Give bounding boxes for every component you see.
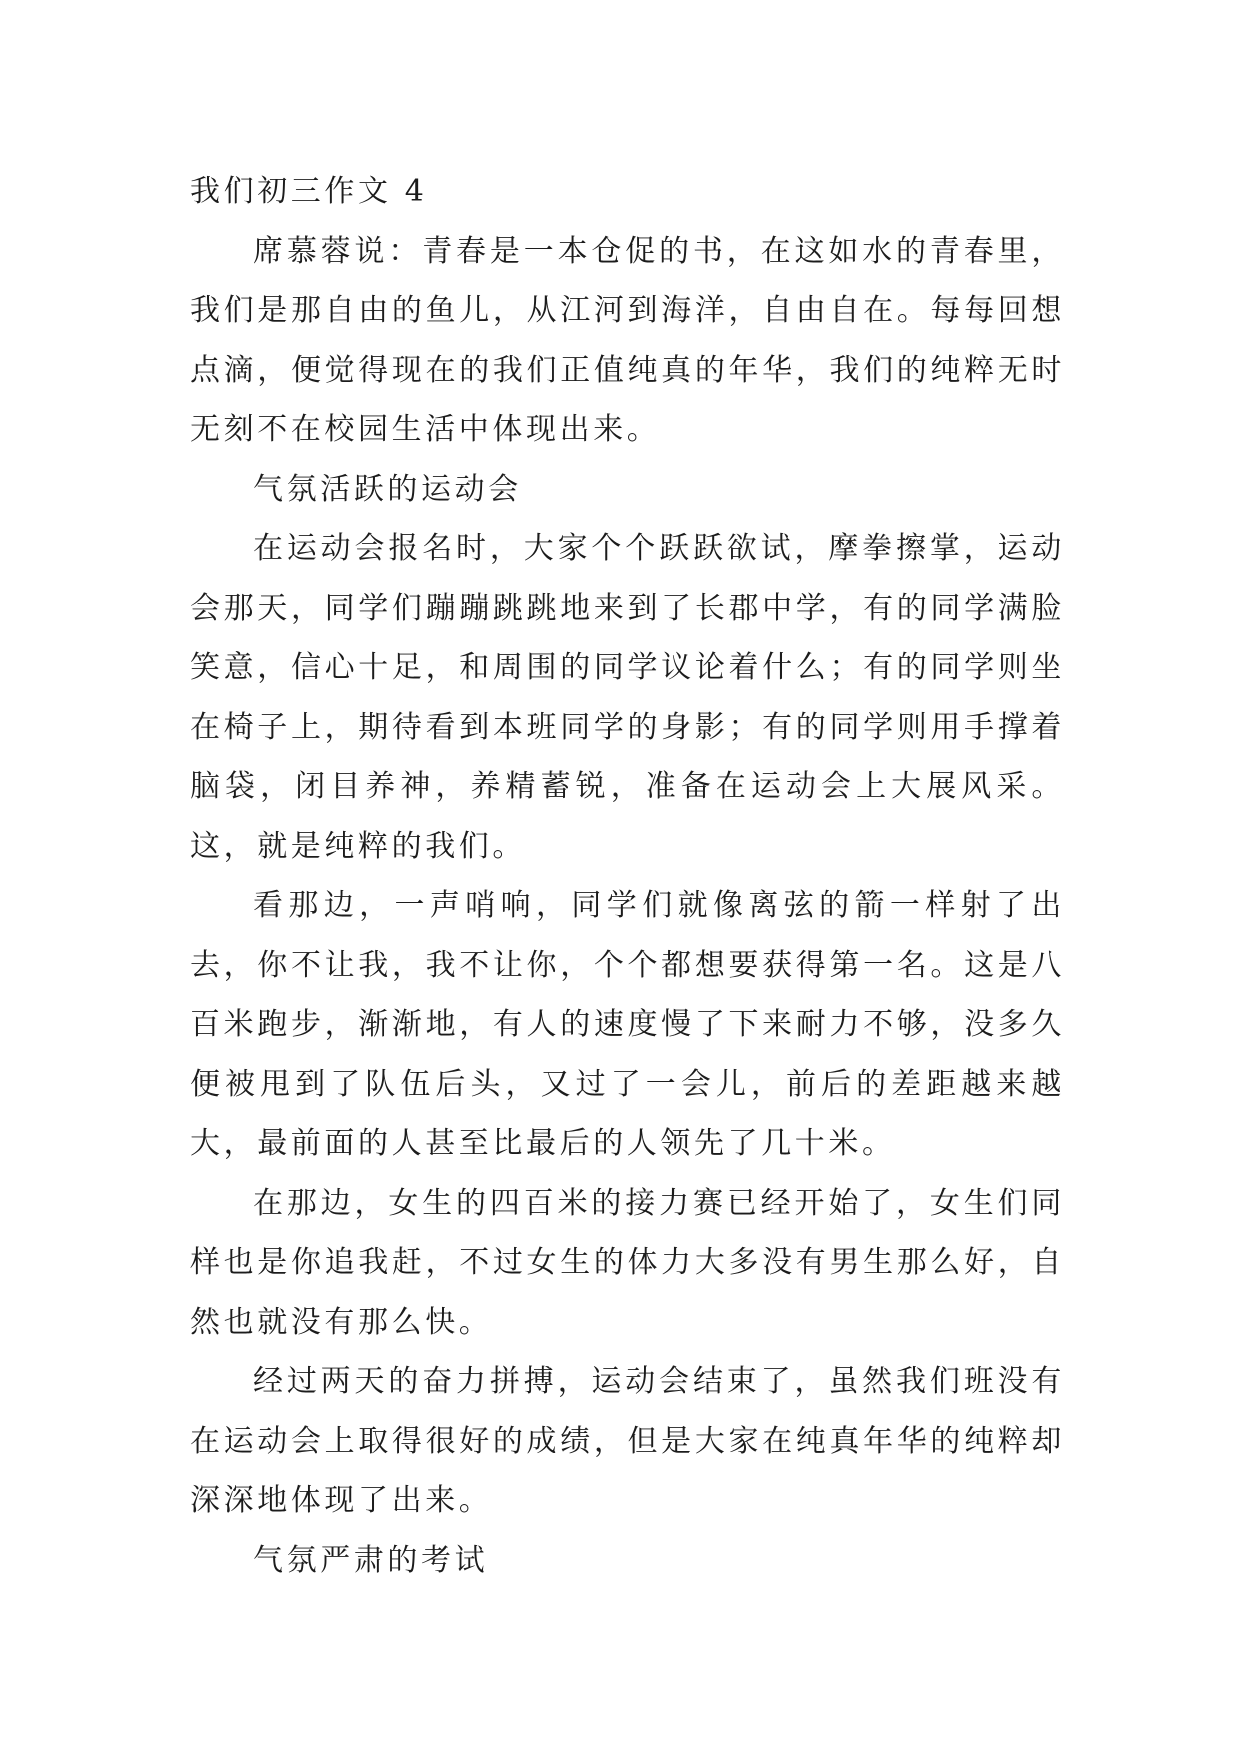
paragraph-relay-race: 在那边，女生的四百米的接力赛已经开始了，女生们同样也是你追我赶，不过女生的体力大多没有男生那么好，自然也就没有那么快。 <box>190 1185 1065 1340</box>
section-heading-exam: 气氛严肃的考试 <box>253 1542 489 1578</box>
paragraph-intro: 席慕蓉说：青春是一本仓促的书，在这如水的青春里，我们是那自由的鱼儿，从江河到海洋，自由自在。每每回想点滴，便觉得现在的我们正值纯真的年华，我们的纯粹无时无刻不在校园生活中体现出来。 <box>190 233 1065 447</box>
document-title: 我们初三作文 4 <box>190 174 428 209</box>
document-body <box>190 162 1065 1590</box>
section-heading-sports-meet: 气氛活跃的运动会 <box>253 471 522 507</box>
paragraph-sports-registration: 在运动会报名时，大家个个跃跃欲试，摩拳擦掌，运动会那天，同学们蹦蹦跳跳地来到了长郡中学，有的同学满脸笑意，信心十足，和周围的同学议论着什么；有的同学则坐在椅子上，期待看到本班同学的身影；有的同学则用手撑着脑袋，闭目养神，养精蓄锐，准备在运动会上大展风采。这，就是纯粹的我们。 <box>190 531 1065 864</box>
paragraph-sports-conclusion: 经过两天的奋力拼搏，运动会结束了，虽然我们班没有在运动会上取得很好的成绩，但是大家在纯真年华的纯粹却深深地体现了出来。 <box>190 1364 1065 1518</box>
paragraph-800m-race: 看那边，一声哨响，同学们就像离弦的箭一样射了出去，你不让我，我不让你，个个都想要获得第一名。这是八百米跑步，渐渐地，有人的速度慢了下来耐力不够，没多久便被甩到了队伍后头，又过了一会儿，前后的差距越来越大，最前面的人甚至比最后的人领先了几十米。 <box>190 888 1065 1161</box>
